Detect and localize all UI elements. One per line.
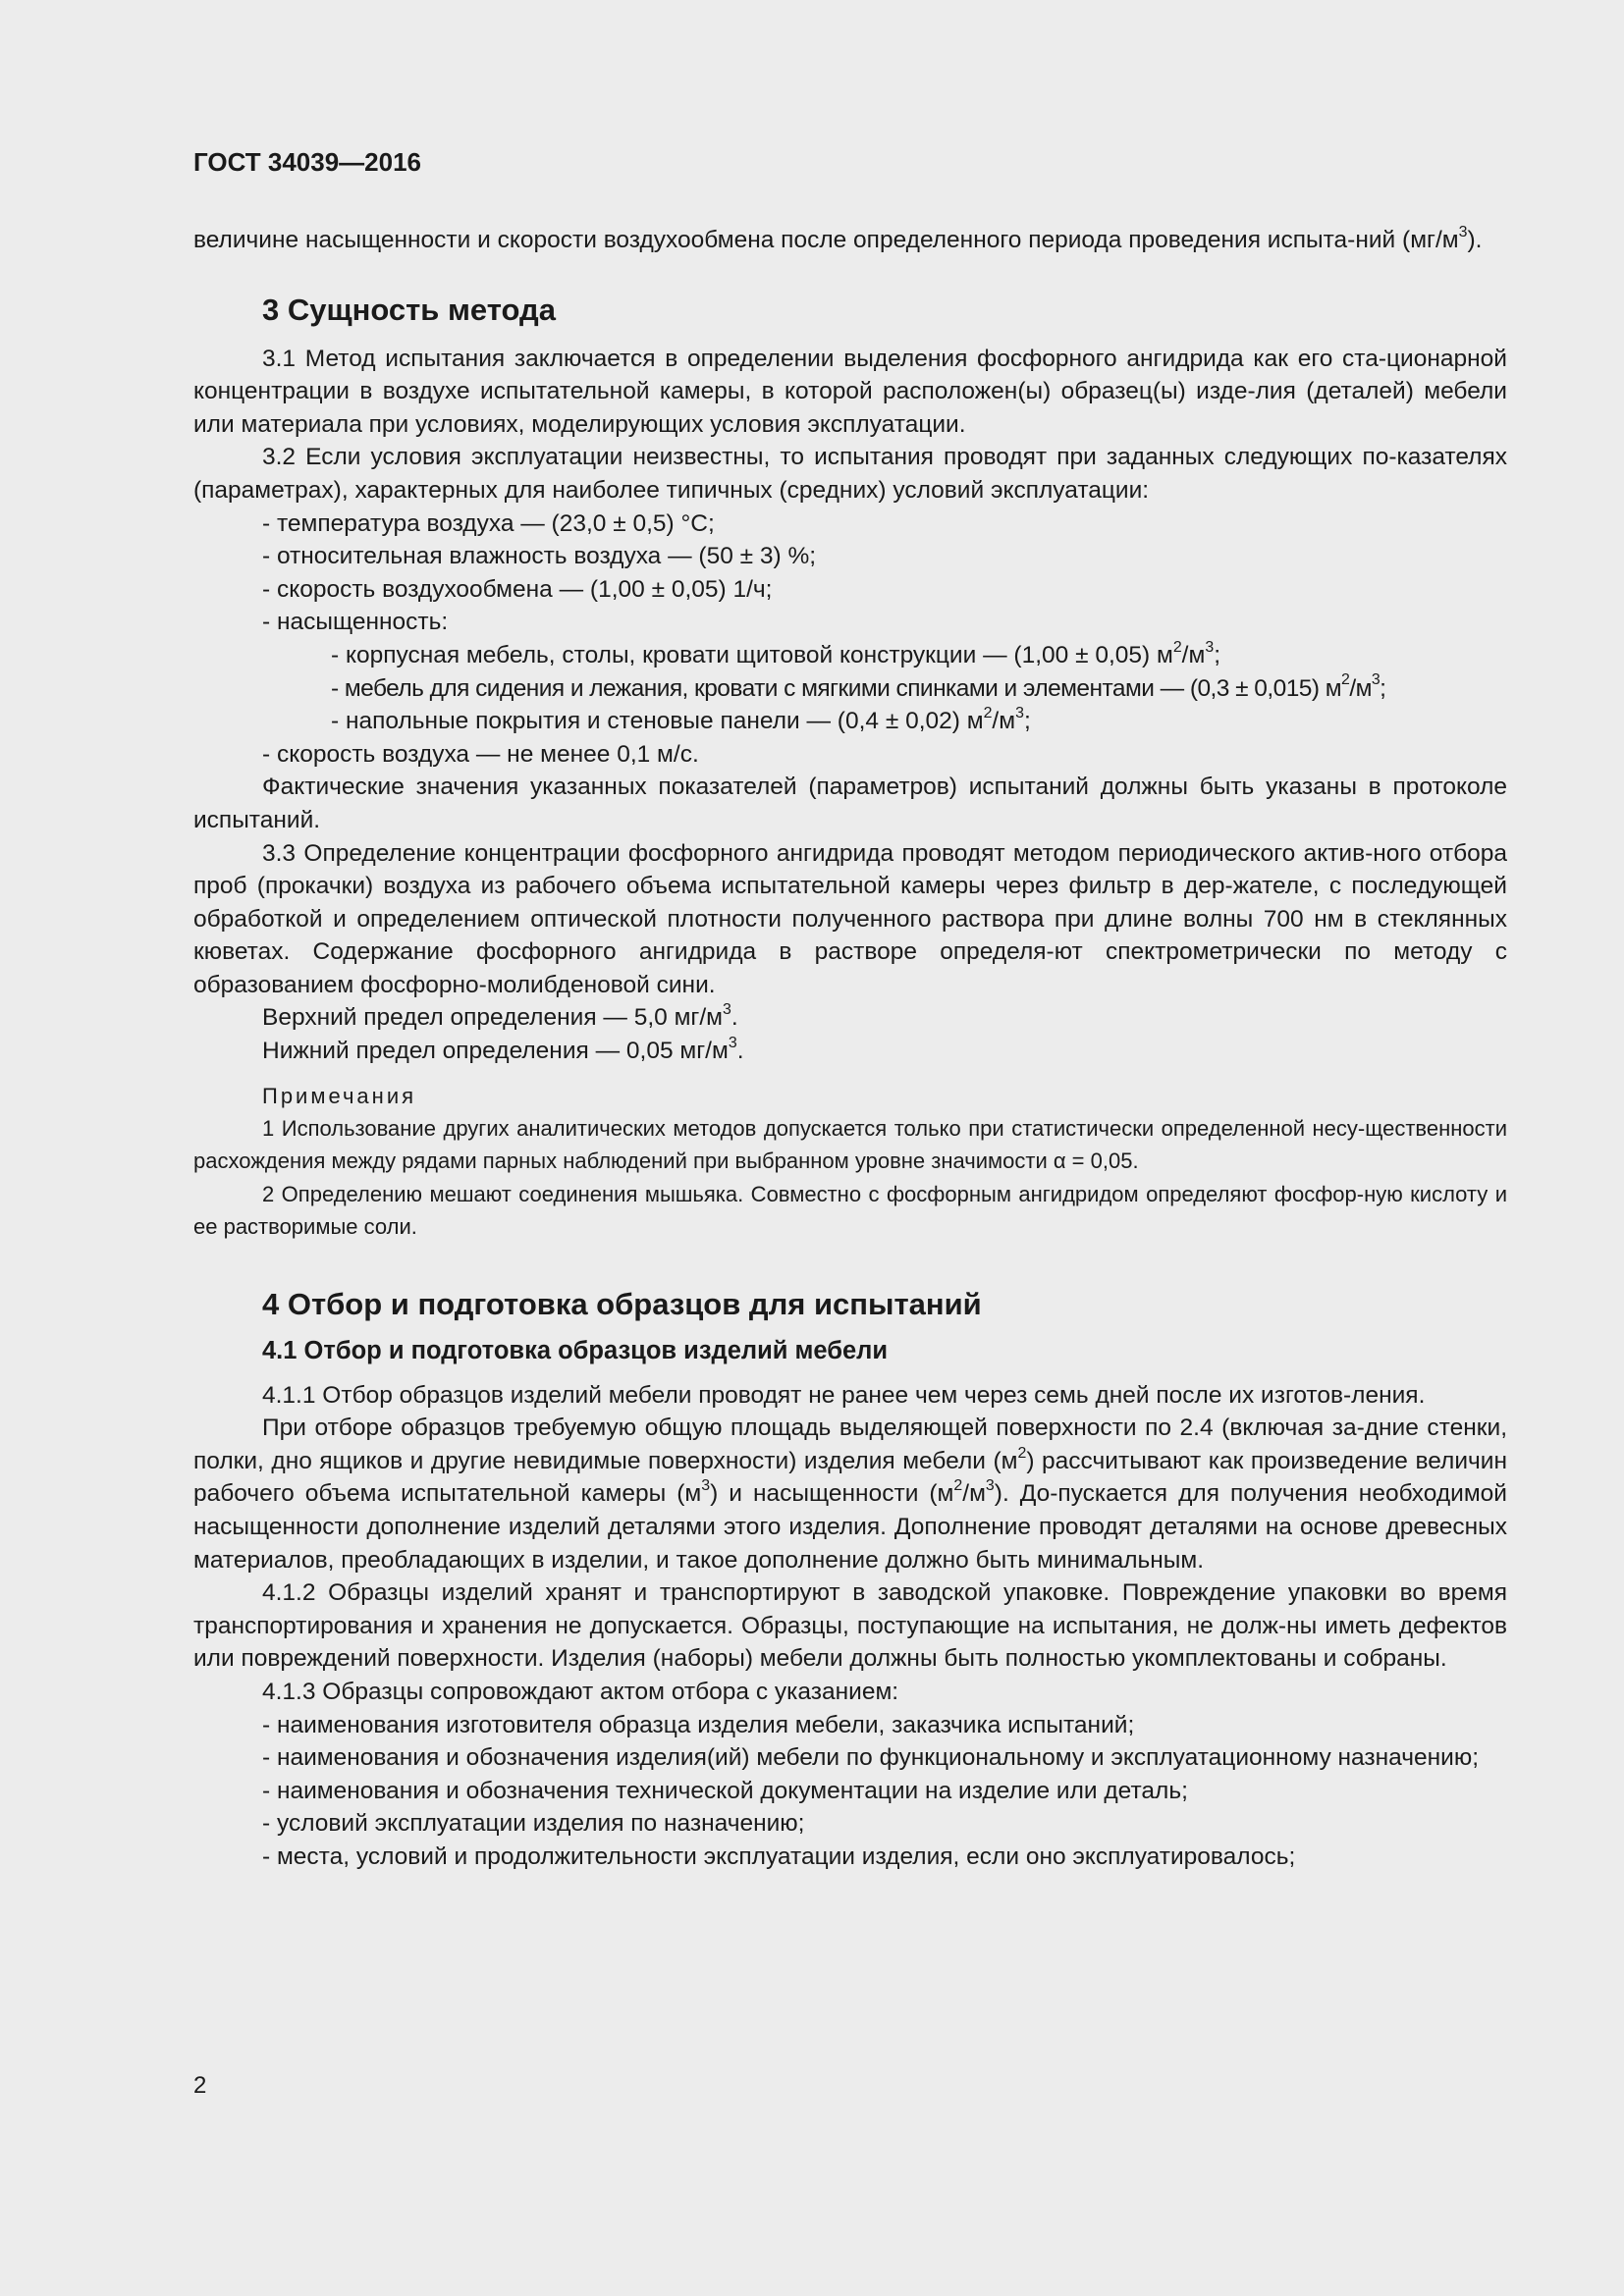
param-humidity: - относительная влажность воздуха — (50 ± 3) %; — [262, 543, 817, 570]
actual-values-paragraph: Фактические значения указанных показателей (параметров) испытаний должны быть указаны в протоколе испытаний. — [193, 774, 1507, 833]
paragraph-3-3: 3.3 Определение концентрации фосфорного ангидрида проводят методом периодического актив-ного отбора проб (прокачки) воздуха из рабочего объема испытательной камеры через фильтр в дер-жателе, с последующей обработкой и определением оптической плотности полученного раствора при длине волны 700 нм в стеклянных кюветах. Содержание фосфорного ангидрида в растворе определя-ют спектрометрически по методу с образованием фосфорно-молибденовой сини. — [193, 839, 1507, 998]
document-body — [193, 224, 1507, 1874]
param-saturation: - насыщенность: — [262, 609, 449, 636]
saturation-item: - мебель для сидения и лежания, кровати с мягкими спинками и элементами — (0,3 ± 0,015) $м^2/м^3$; — [331, 671, 1386, 702]
paragraph-3-2: 3.2 Если условия эксплуатации неизвестны, то испытания проводят при заданных следующих по-казателях (параметрах), характерных для наиболее типичных (средних) условий эксплуатации: — [193, 444, 1507, 504]
area-paragraph: При отборе образцов требуемую общую площадь выделяющей поверхности по 2.4 (включая за-дние стенки, полки, дно ящиков и другие невидимые поверхности) изделия мебели $(м^2)$ рассчитывают как произведение величин рабочего объема испытательной камеры $(м^3)$ и насыщенности $(м^2/м^3)$. До-пускается для получения необходимой насыщенности дополнение изделий деталями этого изделия. Дополнение проводят деталями на основе древесных материалов, преобладающих в изделии, и такое дополнение должно быть минимальным. — [193, 1415, 1507, 1574]
list-item: - наименования изготовителя образца изделия мебели, заказчика испытаний; — [262, 1711, 1135, 1738]
intro-paragraph: величине насыщенности и скорости воздухообмена после определенного периода проведения испыта-ний $(мг/м^3)$. — [193, 223, 1483, 253]
param-temperature: - температура воздуха — (23,0 ± 0,5) °С; — [262, 509, 715, 537]
saturation-item: - корпусная мебель, столы, кровати щитовой конструкции — (1,00 ± 0,05) $м^2/м^3$; — [331, 638, 1220, 668]
note-1: 1 Использование других аналитических методов допускается только при статистически определенной несу-щественности расхождения между рядами парных наблюдений при выбранном уровне значимости α = 0,05. — [193, 1116, 1507, 1174]
paragraph-4-1-3: 4.1.3 Образцы сопровождают актом отбора с указанием: — [262, 1679, 899, 1706]
list-item: - наименования и обозначения технической документации на изделие или деталь; — [262, 1777, 1188, 1804]
list-item: - условий эксплуатации изделия по назначению; — [262, 1810, 805, 1838]
saturation-item: - напольные покрытия и стеновые панели — (0,4 ± 0,02) $м^2/м^3$; — [331, 704, 1031, 735]
page-number: 2 — [193, 2072, 207, 2099]
section-3-heading: 3 Сущность метода — [262, 292, 556, 327]
upper-limit: Верхний предел определения — 5,0 $мг/м^3$. — [262, 1001, 738, 1032]
section-4-heading: 4 Отбор и подготовка образцов для испытаний — [262, 1286, 982, 1321]
document-header: ГОСТ 34039—2016 — [193, 147, 421, 177]
paragraph-4-1-2: 4.1.2 Образцы изделий хранят и транспортируют в заводской упаковке. Повреждение упаковки во время транспортирования и хранения не допускается. Образцы, поступающие на испытания, не долж-ны иметь дефектов или повреждений поверхности. Изделия (наборы) мебели должны быть полностью укомплектованы и собраны. — [193, 1579, 1507, 1673]
paragraph-4-1-1: 4.1.1 Отбор образцов изделий мебели проводят не ранее чем через семь дней после их изготов-ления. — [262, 1381, 1426, 1409]
list-item: - места, условий и продолжительности эксплуатации изделия, если оно эксплуатировалось; — [262, 1843, 1296, 1870]
param-air-speed: - скорость воздуха — не менее 0,1 м/с. — [262, 740, 699, 768]
subsection-4-1-heading: 4.1 Отбор и подготовка образцов изделий мебели — [262, 1336, 889, 1364]
note-2: 2 Определению мешают соединения мышьяка. Совместно с фосфорным ангидридом определяют фосфор-ную кислоту и ее растворимые соли. — [193, 1181, 1507, 1240]
param-air-exchange: - скорость воздухообмена — (1,00 ± 0,05) 1/ч; — [262, 575, 773, 603]
paragraph-3-1: 3.1 Метод испытания заключается в определении выделения фосфорного ангидрида как его ста-ционарной концентрации в воздухе испытательной камеры, в которой расположен(ы) образец(ы) изде-лия (деталей) мебели или материала при условиях, моделирующих условия эксплуатации. — [193, 345, 1507, 438]
list-item: - наименования и обозначения изделия(ий) мебели по функциональному и эксплуатационному назначению; — [262, 1744, 1480, 1772]
notes-block — [193, 1080, 1507, 1244]
lower-limit: Нижний предел определения — 0,05 $мг/м^3$. — [262, 1034, 744, 1065]
notes-title: Примечания — [262, 1083, 417, 1108]
